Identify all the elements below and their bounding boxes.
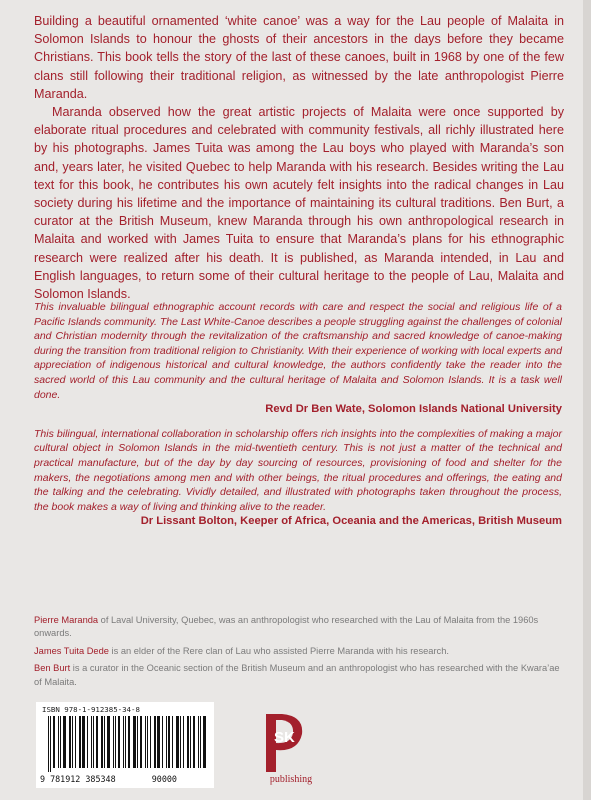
barcode-bar: [79, 716, 81, 768]
publisher-wordmark: publishing: [269, 774, 313, 785]
barcode-bar: [193, 716, 195, 768]
bio-2: [34, 645, 562, 658]
barcode-bar: [118, 716, 120, 768]
barcode-bar: [123, 716, 124, 768]
barcode-bar: [145, 716, 146, 768]
barcode-bar: [58, 716, 59, 768]
barcode-main-digits: 9 781912 385348: [40, 774, 116, 784]
barcode-bar: [166, 716, 167, 768]
barcode-bar: [115, 716, 116, 768]
barcode-bar: [198, 716, 199, 768]
barcode-bar: [72, 716, 73, 768]
isbn-label: ISBN 978-1-912385-34-8: [42, 705, 140, 714]
barcode-bar: [113, 716, 114, 768]
bio-2-text: is an elder of the Rere clan of Lau who assisted Pierre Maranda with his research.: [108, 645, 449, 656]
logo-letters: SK: [274, 729, 295, 746]
isbn-barcode: [36, 702, 214, 788]
author-bios: [34, 614, 562, 693]
barcode-bar: [187, 716, 189, 768]
bio-2-name: James Tuita Dede: [34, 645, 109, 656]
barcode-bar: [162, 716, 163, 768]
barcode-bar: [190, 716, 191, 768]
barcode-bar: [180, 716, 181, 768]
endorsement-1-attribution: Revd Dr Ben Wate, Solomon Islands National University: [265, 403, 562, 416]
barcode-bar: [133, 716, 136, 768]
barcode-addon-digits: 90000: [151, 774, 177, 784]
barcode-bar: [101, 716, 103, 768]
endorsement-1-text: This invaluable bilingual ethnographic account records with care and respect the social and religious life of a Pacific Islands community. The Last White-Canoe describes a people struggling against the challenges of colonial and Christian modernity through the revitalization of the craftsmanship and sacred knowledge of canoe-making during the transition from traditional religion to Christianity. With their experience of working with local experts and appreciation of indigenous historical and cultural knowledge, the authors confidently take the reader into the sacred world of this Lau community and the cultural heritage of Malaita and Solomon Islands. It is a task well done.: [34, 301, 563, 401]
barcode-bar: [137, 716, 138, 768]
barcode-digits: [40, 774, 177, 784]
barcode-bar: [104, 716, 105, 768]
publisher-logo: [254, 710, 328, 794]
blurb-paragraph-2: Maranda observed how the great artistic projects of Malaita were once supported by elaborate ritual procedures and celebrated with community festivals, all richly illustrated here by his photographs. James Tuita was among the Lau boys who played with Maranda’s son and, years later, he visited Quebec to help Maranda with his research. Besides writing the Lau text for this book, he contributes his own acutely felt insights into the radical changes in Lau society during his lifetime and the importance of maintaining its cultural traditions. Ben Burt, a curator at the British Museum, knew Maranda through his own anthropological research in Malaita and worked with James Tuita to ensure that Maranda’s plans for his ethnographic research were realized after his death. It is published, as Maranda intended, in Lau and English languages, to return some of their cultural heritage to the people of Lau, Malaita and Solomon Islands.: [34, 105, 564, 302]
barcode-bar: [154, 716, 156, 768]
barcode-bar: [157, 716, 160, 768]
barcode-bar: [107, 716, 110, 768]
barcode-bar: [150, 716, 151, 768]
barcode-bar: [128, 716, 130, 768]
barcode-bar: [63, 716, 66, 768]
bio-1: [34, 614, 562, 641]
barcode-bar: [203, 716, 206, 768]
barcode-bar: [53, 716, 55, 768]
barcode-bar: [96, 716, 98, 768]
barcode-bar: [82, 716, 85, 768]
bio-3-name: Ben Burt: [34, 663, 71, 674]
barcode-bar: [125, 716, 126, 768]
publisher-logo-mark: [254, 710, 328, 774]
barcode-bar: [172, 716, 173, 768]
bio-3-text: is a curator in the Oceanic section of the British Museum and an anthropologist who has researched with the Kwara’ae of Malaita.: [34, 663, 560, 687]
endorsement-2-attribution: Dr Lissant Bolton, Keeper of Africa, Oceania and the Americas, British Museum: [140, 515, 562, 528]
bio-1-text: of Laval University, Quebec, was an anthropologist who researched with the Lau of Malaita from the 1960s onwards.: [34, 615, 539, 639]
barcode-bar: [91, 716, 92, 768]
barcode-bar: [183, 716, 184, 768]
barcode-bar: [140, 716, 142, 768]
barcode-bar: [50, 716, 51, 772]
barcode-bar: [200, 716, 201, 768]
bio-3: [34, 662, 562, 689]
barcode-bars: [48, 716, 208, 773]
barcode-bar: [60, 716, 61, 768]
barcode-bar: [69, 716, 71, 768]
spine-edge: [583, 0, 591, 800]
endorsements: [34, 300, 562, 529]
barcode-bar: [168, 716, 170, 768]
barcode-bar: [93, 716, 94, 768]
barcode-bar: [176, 716, 179, 768]
endorsement-2-text: This bilingual, international collaboration in scholarship offers rich insights into the complexities of making a major cultural object in Solomon Islands in the mid-twentieth century. This is not just a matter of the technical and practical manufacture, but of the day by day sourcing of resources, provisioning of food and shelter for the makers, the negotiations among men and with other beings, the ritual procedures and offerings, the eating and the talking and the celebrating. Vividly detailed, and illustrated with photographs taken throughout the process, the book makes a way of living and thinking alive to the reader.: [34, 427, 562, 513]
barcode-bar: [75, 716, 76, 768]
barcode-bar: [147, 716, 148, 768]
barcode-bar: [87, 716, 88, 768]
bio-1-name: Pierre Maranda: [34, 615, 99, 625]
barcode-bar: [48, 716, 49, 772]
blurb-paragraph-1: Building a beautiful ornamented ‘white canoe’ was a way for the Lau people of Malaita in Solomon Islands to honour the ghosts of their ancestors in the days before they became Christians. This book tells the story of the last of these canoes, built in 1968 by one of the few clans still following their traditional religion, as witnessed by the late anthropologist Pierre Maranda.: [34, 14, 564, 101]
back-cover-blurb: [34, 12, 564, 303]
